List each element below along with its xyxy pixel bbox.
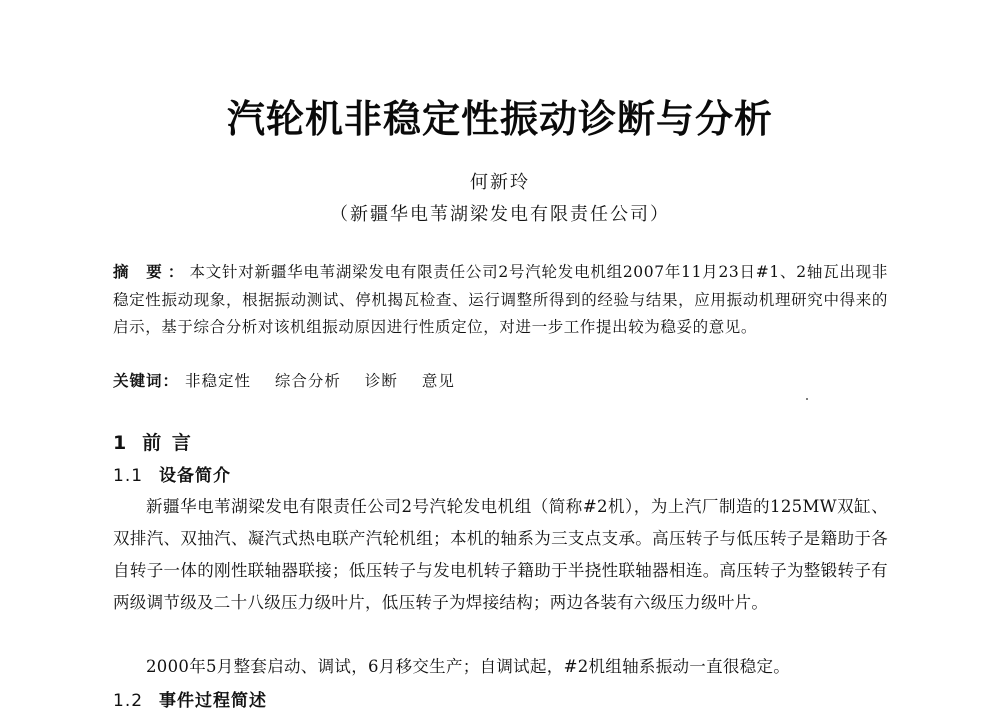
keywords: [113, 368, 888, 395]
section-1-2-heading: [113, 686, 267, 711]
stray-dot: [806, 398, 808, 400]
author-name: 何新玲: [470, 172, 530, 193]
section-title: 事件过程简述: [159, 691, 268, 711]
section-title: 前 言: [142, 432, 193, 454]
abstract-text: 本文针对新疆华电苇湖梁发电有限责任公司2号汽轮发电机组2007年11月23日#1、2轴瓦出现非稳定性振动现象，根据振动测试、停机揭瓦检查、运行调整所得到的经验与结果，应用振动机理研究中得来的启示，基于综合分析对该机组振动原因进行性质定位，对进一步工作提出较为稳妥的意见。: [113, 263, 888, 336]
body-paragraph: 2000年5月整套启动、调试，6月移交生产；自调试起，#2机组轴系振动一直很稳定。: [146, 657, 791, 676]
author-affiliation: （新疆华电苇湖梁发电有限责任公司）: [330, 204, 670, 225]
keyword-item: 非稳定性: [184, 372, 251, 390]
paper-title: 汽轮机非稳定性振动诊断与分析: [226, 97, 773, 141]
section-title: 设备简介: [159, 466, 232, 486]
section-1-heading: [113, 428, 193, 455]
body-paragraph: 新疆华电苇湖梁发电有限责任公司2号汽轮发电机组（简称#2机），为上汽厂制造的125MW双缸、双排汽、双抽汽、凝汽式热电联产汽轮机组；本机的轴系为三支点支承。高压转子与低压转子是籍助于各自转子一体的刚性联轴器联接；低压转子与发电机转子籍助于半挠性联轴器相连。高压转子为整锻转子有两级调节级及二十八级压力级叶片，低压转子为焊接结构；两边各装有六级压力级叶片。: [113, 497, 888, 612]
keywords-label: 关键词：: [113, 372, 180, 390]
section-number: 1: [113, 432, 129, 454]
section-number: 1.2: [113, 691, 144, 711]
section-number: 1.1: [113, 466, 144, 486]
section-1-1-heading: [113, 461, 231, 486]
keyword-item: 诊断: [364, 372, 398, 390]
abstract: [113, 259, 888, 342]
keyword-item: 意见: [421, 372, 455, 390]
abstract-label: 摘 要：: [113, 263, 190, 281]
keyword-item: 综合分析: [274, 372, 341, 390]
